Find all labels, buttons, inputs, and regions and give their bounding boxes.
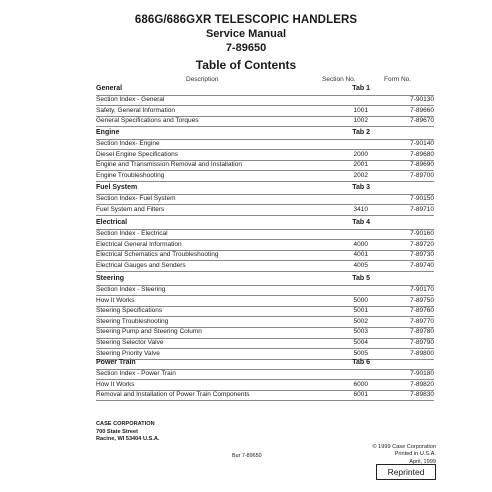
row-description: Steering Troubleshooting bbox=[96, 317, 169, 325]
row-description: How It Works bbox=[96, 380, 135, 388]
corporation-city: Racine, WI 53404 U.S.A. bbox=[96, 436, 160, 442]
toc-row bbox=[0, 327, 492, 337]
toc-row bbox=[0, 380, 492, 390]
section-title: General bbox=[96, 85, 123, 92]
copyright-block bbox=[290, 444, 436, 466]
row-form-no: 7-89710 bbox=[410, 205, 434, 213]
row-section-no: 2001 bbox=[353, 161, 368, 169]
row-form-no: 7-89780 bbox=[410, 328, 434, 336]
bur-number: Bur 7-89650 bbox=[232, 453, 262, 459]
column-section-no: Section No. bbox=[322, 76, 356, 83]
manual-number: 7-89650 bbox=[225, 42, 267, 54]
row-description: Steering Selector Valve bbox=[96, 339, 164, 346]
toc-row bbox=[0, 296, 492, 306]
toc-heading: Table of Contents bbox=[195, 58, 297, 72]
row-form-no: 7-90140 bbox=[410, 140, 434, 147]
row-form-no: 7-89800 bbox=[410, 349, 434, 357]
row-divider bbox=[96, 181, 434, 182]
row-form-no: 7-90160 bbox=[410, 230, 434, 237]
section-title: Electrical bbox=[96, 219, 128, 226]
row-form-no: 7-89820 bbox=[410, 380, 434, 388]
row-description: Electrical Gauges and Senders bbox=[96, 261, 186, 269]
row-section-no: 5005 bbox=[353, 349, 368, 357]
row-section-no: 3410 bbox=[353, 205, 368, 213]
toc-row bbox=[0, 338, 492, 348]
row-form-no: 7-89690 bbox=[410, 161, 434, 169]
row-section-no: 5001 bbox=[353, 307, 368, 315]
manual-type: Service Manual bbox=[205, 28, 287, 40]
row-section-no: 6000 bbox=[353, 380, 368, 388]
row-section-no: 6001 bbox=[353, 391, 368, 399]
row-section-no: 5003 bbox=[353, 328, 368, 336]
toc-row bbox=[0, 150, 492, 160]
row-divider bbox=[96, 271, 434, 272]
column-description: Description bbox=[186, 76, 219, 83]
row-form-no: 7-89770 bbox=[410, 317, 434, 325]
row-section-no: 5004 bbox=[353, 339, 368, 346]
corporation-street: 700 State Street bbox=[96, 428, 138, 435]
row-description: Engine and Transmission Removal and Installation bbox=[96, 161, 242, 169]
row-description: Steering Priority Valve bbox=[96, 349, 160, 357]
row-form-no: 7-90130 bbox=[410, 96, 434, 103]
row-form-no: 7-90170 bbox=[410, 286, 434, 293]
section-title: Engine bbox=[96, 129, 120, 136]
row-description: Section Index - Power Train bbox=[96, 370, 176, 377]
row-section-no: 4005 bbox=[353, 261, 368, 269]
row-form-no: 7-89760 bbox=[410, 307, 434, 315]
row-description: Electrical General Information bbox=[96, 240, 182, 248]
toc-row bbox=[0, 250, 492, 260]
toc-row bbox=[0, 160, 492, 170]
row-section-no: 5000 bbox=[353, 296, 368, 304]
toc-row bbox=[0, 194, 492, 204]
section-title: Power Train bbox=[96, 359, 136, 366]
row-form-no: 7-89700 bbox=[410, 171, 434, 179]
row-section-no: 4000 bbox=[353, 240, 368, 248]
row-description: Electrical Schematics and Troubleshooting bbox=[96, 251, 219, 259]
toc-row bbox=[0, 171, 492, 181]
row-description: Section Index - Electrical bbox=[96, 230, 168, 237]
row-form-no: 7-89680 bbox=[410, 150, 434, 158]
toc-row bbox=[0, 139, 492, 149]
toc-row bbox=[0, 116, 492, 126]
reprinted-stamp: Reprinted bbox=[376, 464, 436, 480]
row-description: Diesel Engine Specifications bbox=[96, 150, 179, 158]
toc-row bbox=[0, 261, 492, 271]
row-description: Fuel System and Filters bbox=[96, 205, 165, 213]
row-form-no: 7-89830 bbox=[410, 391, 434, 399]
toc-row bbox=[0, 306, 492, 316]
row-divider bbox=[96, 400, 434, 401]
section-title: Steering bbox=[96, 275, 125, 282]
row-description: How It Works bbox=[96, 296, 135, 304]
row-description: Section Index- Fuel System bbox=[96, 195, 176, 202]
column-form-no: Form No. bbox=[384, 76, 412, 83]
row-section-no: 5002 bbox=[353, 317, 368, 325]
section-title-row bbox=[0, 274, 492, 284]
section-title-row bbox=[0, 128, 492, 138]
toc-row bbox=[0, 95, 492, 105]
row-form-no: 7-89740 bbox=[410, 261, 434, 269]
toc-row bbox=[0, 205, 492, 215]
toc-row bbox=[0, 106, 492, 116]
row-description: Section Index- Engine bbox=[96, 140, 160, 147]
row-description: General Specifications and Torques bbox=[96, 117, 199, 125]
row-section-no: 2000 bbox=[353, 150, 368, 158]
row-form-no: 7-89720 bbox=[410, 240, 434, 248]
row-form-no: 7-89750 bbox=[410, 296, 434, 304]
section-tab: Tab 3 bbox=[352, 184, 370, 191]
section-title: Fuel System bbox=[96, 184, 138, 191]
row-description: Steering Pump and Steering Column bbox=[96, 328, 202, 336]
row-description: Safety, General Information bbox=[96, 106, 176, 114]
section-title-row bbox=[0, 358, 492, 368]
toc-row bbox=[0, 369, 492, 379]
manual-model-title: 686G/686GXR TELESCOPIC HANDLERS bbox=[134, 14, 358, 26]
row-description: Section Index - General bbox=[96, 96, 165, 103]
section-tab: Tab 2 bbox=[352, 129, 370, 136]
row-section-no: 2002 bbox=[353, 171, 368, 179]
section-tab: Tab 5 bbox=[352, 275, 370, 282]
row-section-no: 4001 bbox=[353, 251, 368, 259]
row-divider bbox=[96, 215, 434, 216]
toc-row bbox=[0, 317, 492, 327]
row-form-no: 7-89660 bbox=[410, 106, 434, 114]
row-description: Section Index - Steering bbox=[96, 286, 166, 293]
row-form-no: 7-89790 bbox=[410, 339, 434, 346]
date-line: April, 1999 bbox=[409, 458, 436, 465]
row-description: Engine Troubleshooting bbox=[96, 171, 165, 179]
section-title-row bbox=[0, 84, 492, 94]
corporation-address bbox=[96, 421, 159, 444]
row-form-no: 7-89670 bbox=[410, 117, 434, 125]
row-description: Removal and Installation of Power Train Components bbox=[96, 391, 250, 399]
row-description: Steering Specifications bbox=[96, 307, 163, 315]
toc-row bbox=[0, 390, 492, 400]
row-form-no: 7-89730 bbox=[410, 251, 434, 259]
section-tab: Tab 4 bbox=[352, 219, 370, 226]
row-section-no: 1002 bbox=[353, 117, 368, 125]
toc-row bbox=[0, 229, 492, 239]
printed-line: Printed in U.S.A. bbox=[394, 451, 436, 458]
section-tab: Tab 6 bbox=[352, 359, 370, 366]
row-form-no: 7-90150 bbox=[410, 195, 434, 202]
section-title-row bbox=[0, 183, 492, 193]
section-title-row bbox=[0, 218, 492, 228]
row-section-no: 1001 bbox=[353, 106, 368, 114]
copyright-line: © 1999 Case Corporation bbox=[372, 444, 436, 450]
toc-row bbox=[0, 285, 492, 295]
section-tab: Tab 1 bbox=[352, 85, 370, 92]
row-form-no: 7-90180 bbox=[410, 370, 434, 377]
corporation-name: CASE CORPORATION bbox=[96, 421, 155, 427]
toc-row bbox=[0, 240, 492, 250]
